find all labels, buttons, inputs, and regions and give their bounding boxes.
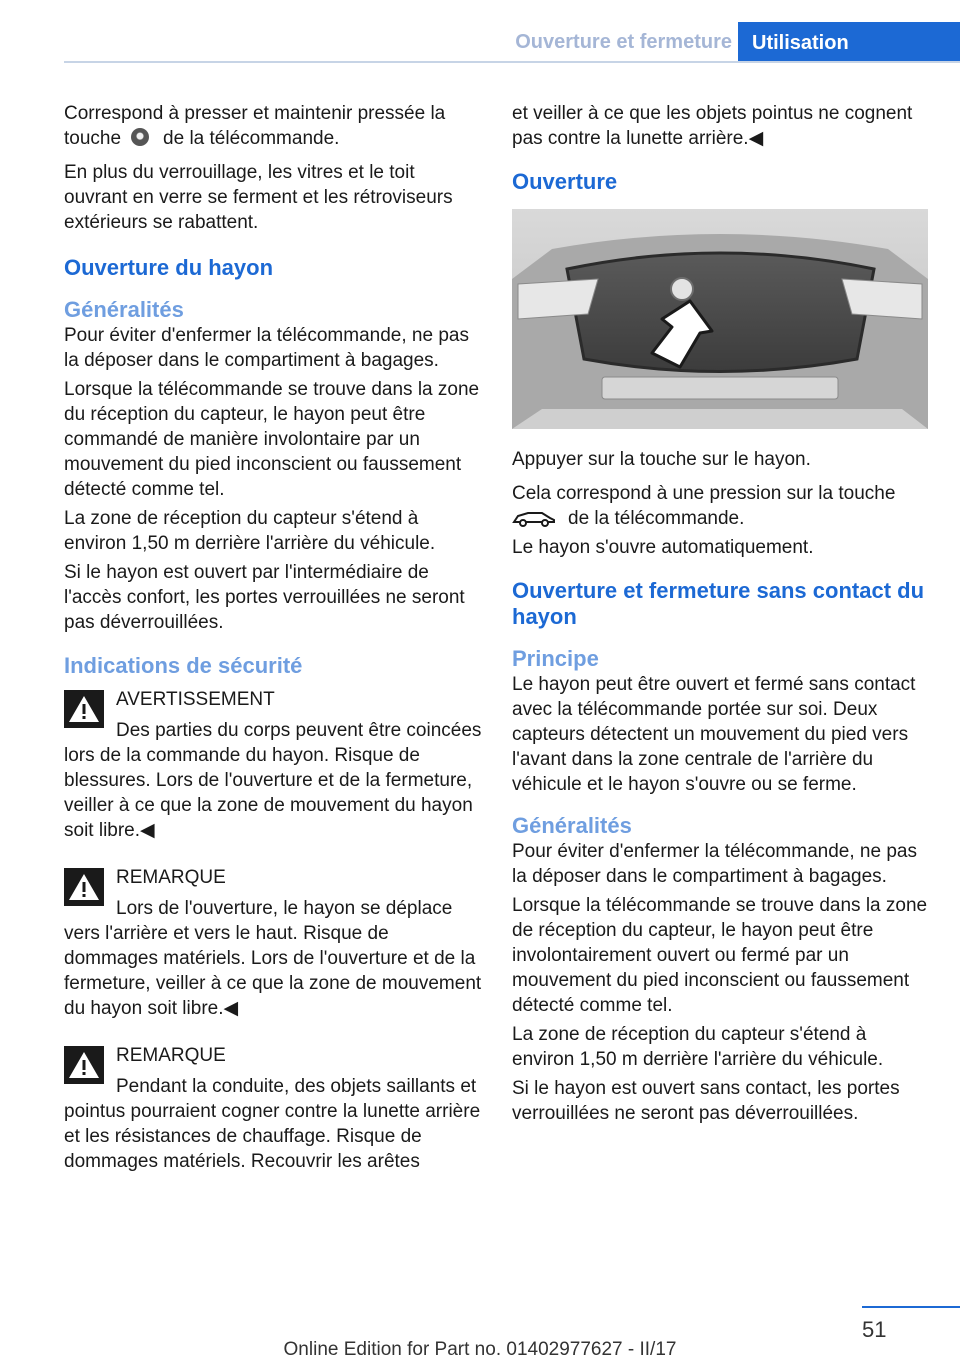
car-tailgate-icon [512,509,556,527]
paragraph: Si le hayon est ouvert par l'intermédiaire de l'accès confort, les portes verrouillées ne seront pas déverrouillées. [64,562,465,633]
subsection-heading: Généralités [64,297,184,322]
footer-rule [862,1306,960,1308]
paragraph: Cela correspond à une pression sur la touche de la télécommande. [512,483,896,529]
page-number: 51 [862,1317,887,1342]
paragraph: Si le hayon est ouvert sans contact, les portes verrouillées ne seront pas déverrouillées. [512,1078,900,1124]
paragraph: Appuyer sur la touche sur le hayon. [512,449,811,470]
tailgate-figure [512,209,928,429]
notice-block [64,865,482,1021]
warning-text: Des parties du corps peuvent être coincées lors de la commande du hayon. Risque de blessures. Lors de l'ouverture et de la fermeture, veiller à ce que la zone de mouvement du hayon soit libre.◀ [64,720,482,841]
notice-block [64,1043,482,1174]
paragraph: Correspond à presser et maintenir pressée la touche de la télécommande. [64,103,446,149]
paragraph: Pour éviter d'enfermer la télécommande, ne pas la déposer dans le compartiment à bagages. [64,325,469,371]
paragraph: Le hayon s'ouvre automatiquement. [512,537,814,558]
section-heading: Ouverture et fermeture sans contact du hayon [512,578,925,629]
paragraph: et veiller à ce que les objets pointus ne cognent pas contre la lunette arrière.◀ [512,103,913,149]
paragraph: Pour éviter d'enfermer la télécommande, ne pas la déposer dans le compartiment à bagages. [512,841,917,887]
paragraph: Lorsque la télécommande se trouve dans la zone de réception du capteur, le hayon peut être involontairement ouvert ou fermé par un mouvement du pied inconscient ou faussement détecté comme tel. [512,895,928,1016]
paragraph: Lorsque la télécommande se trouve dans la zone du réception du capteur, le hayon peut être commandé de manière involontaire par un mouvement du pied inconscient ou faussement détecté comme tel. [64,379,480,500]
notice-title: REMARQUE [116,867,226,888]
paragraph: La zone de réception du capteur s'étend à environ 1,50 m derrière l'arrière du véhicule. [512,1024,884,1070]
subsection-heading: Généralités [512,813,632,838]
section-heading: Ouverture du hayon [64,255,274,280]
warning-triangle-icon [64,868,104,906]
notice-text: Lors de l'ouverture, le hayon se déplace vers l'arrière et vers le haut. Risque de dommages matériels. Lors de l'ouverture et de la fermeture, veiller à ce que la zone de mouvement du hayon soit libre.◀ [64,898,482,1019]
paragraph: La zone de réception du capteur s'étend à environ 1,50 m derrière l'arrière du véhicule. [64,508,436,554]
warning-block [64,687,482,843]
warning-title: AVERTISSEMENT [116,689,275,710]
edition-note: Online Edition for Part no. 01402977627 - II/17 [283,1339,677,1360]
running-section-title: Ouverture et fermeture [515,31,732,53]
subsection-heading: Indications de sécurité [64,653,303,678]
paragraph: Le hayon peut être ouvert et fermé sans contact avec la télécommande portée sur soi. Deux capteurs détectent un mouvement du pied vers l'avant dans la zone centrale de l'arrière du véhicule et le hayon s'ouvre ou se ferme. [512,674,916,795]
warning-triangle-icon [64,1046,104,1084]
warning-triangle-icon [64,690,104,728]
header-rule [64,61,960,63]
notice-text: Pendant la conduite, des objets saillants et pointus pourraient cogner contre la lunette arrière et les résistances de chauffage. Risque de dommages matériels. Recouvrir les arêtes [64,1076,481,1172]
notice-title: REMARQUE [116,1045,226,1066]
remote-key-button-icon [131,128,149,146]
left-column [64,101,482,1188]
paragraph: En plus du verrouillage, les vitres et le toit ouvrant en verre se ferment et les rétroviseurs extérieurs se rabattent. [64,162,453,233]
subsection-heading: Principe [512,646,599,671]
section-heading: Ouverture [512,169,618,194]
chapter-tab[interactable]: Utilisation [738,22,960,62]
right-column [512,101,930,1135]
